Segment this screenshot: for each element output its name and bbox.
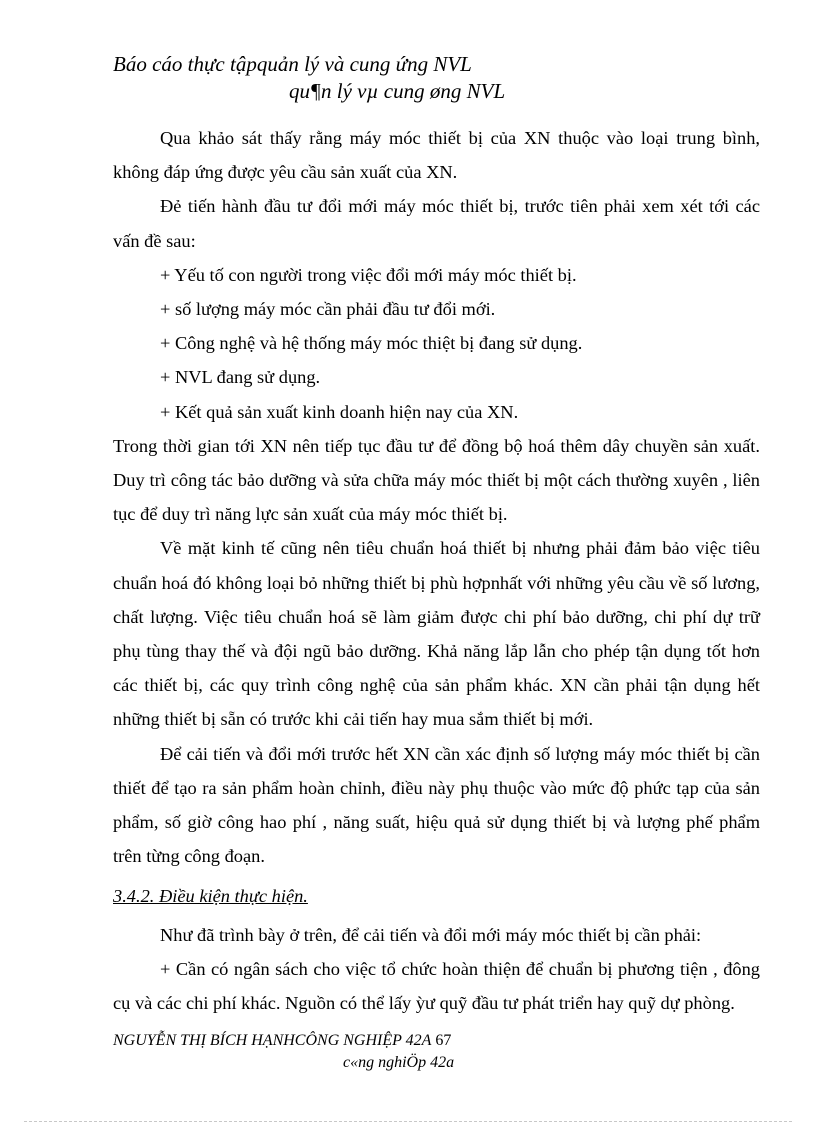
report-subtitle: qu¶n lý vµ cung øng NVL (289, 79, 506, 103)
footer-author-line (113, 1032, 451, 1050)
list-item: + NVL đang sử dụng. (160, 367, 321, 388)
paragraph-future-plan: Trong thời gian tới XN nên tiếp tục đầu tư để đồng bộ hoá thêm dây chuyền sản xuất. Duy trì công tác bảo dưỡng và sửa chữa máy móc thiết bị một cách thường xuyên , liên tục để duy trì năng lực sản xuất của máy móc thiết bị. (113, 435, 760, 525)
page-bottom-divider (24, 1121, 792, 1122)
paragraph-standardization: Về mặt kinh tế cũng nên tiêu chuẩn hoá thiết bị nhưng phải đảm bảo việc tiêu chuẩn hoá đó không loại bỏ những thiết bị phù hợpnhất với những yêu cầu về số lương, chất lượng. Việc tiêu chuẩn hoá sẽ làm giảm được chi phí bảo dưỡng, chi phí dự trữ phụ tùng thay thế và đội ngũ bảo dưỡng. Khả năng lắp lẫn cho phép tận dụng tốt hơn các thiết bị, các quy trình công nghệ của sản phẩm khác. XN cần phải tận dụng hết những thiết bị sẵn có trước khi cải tiến hay mua sắm thiết bị mới. (113, 538, 760, 730)
list-item: + Yếu tố con người trong việc đổi mới máy móc thiết bị. (160, 264, 577, 285)
list-item: + Kết quả sản xuất kinh doanh hiện nay của XN. (160, 401, 519, 422)
paragraph-survey: Qua khảo sát thấy rằng máy móc thiết bị của XN thuộc vào loại trung bình, không đáp ứng được yêu cầu sản xuất của XN. (113, 128, 760, 183)
footer-class-line: c«ng nghiÖp 42a (343, 1054, 455, 1071)
paragraph-investment-intro: Đẻ tiến hành đầu tư đổi mới máy móc thiết bị, trước tiên phải xem xét tới các vấn đề sau: (113, 196, 760, 251)
footer-author: NGUYỄN THỊ BÍCH HẠNHCÔNG NGHIỆP 42A (113, 1032, 432, 1049)
list-item: + Công nghệ và hệ thống máy móc thiệt bị đang sử dụng. (160, 333, 583, 354)
page-number: 67 (435, 1032, 452, 1049)
section-heading: 3.4.2. Điều kiện thực hiện. (113, 886, 308, 907)
paragraph-quantity: Để cải tiến và đổi mới trước hết XN cần xác định số lượng máy móc thiết bị cần thiết để tạo ra sản phẩm hoàn chỉnh, điều này phụ thuộc vào mức độ phức tạp của sản phẩm, số giờ công hao phí , năng suất, hiệu quả sử dụng thiết bị và lượng phế phẩm trên từng công đoạn. (113, 743, 760, 867)
paragraph-conditions-intro: Như đã trình bày ở trên, để cải tiến và đổi mới máy móc thiết bị cần phải: (160, 924, 702, 945)
paragraph-budget: + Cần có ngân sách cho việc tổ chức hoàn thiện để chuẩn bị phương tiện , đông cụ và các chi phí khác. Nguồn có thể lấy ỳư quỹ đầu tư phát triển hay quỹ dự phòng. (113, 958, 760, 1014)
report-title: Báo cáo thực tậpquản lý và cung ứng NVL (113, 52, 472, 76)
body-text (113, 121, 760, 1020)
list-item: + số lượng máy móc cần phải đầu tư đổi mới. (160, 299, 496, 320)
